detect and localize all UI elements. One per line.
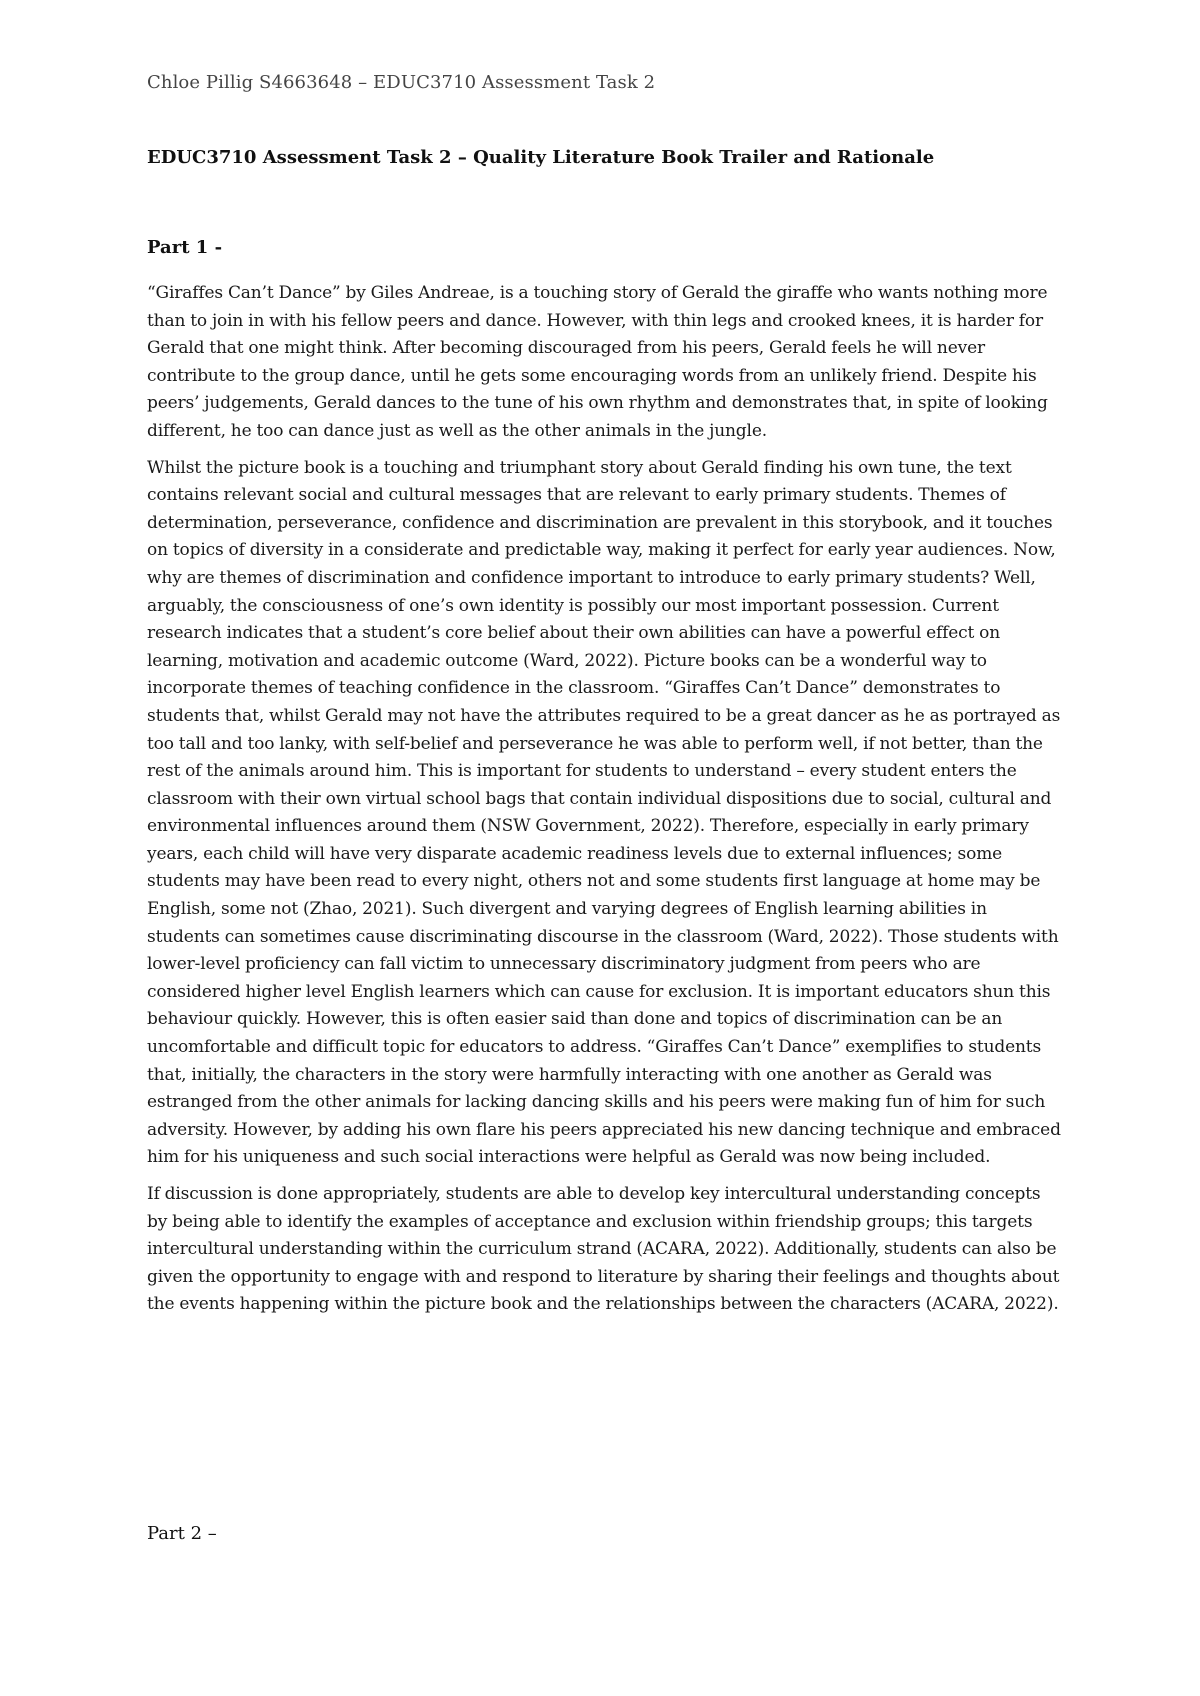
paragraph-1: “Giraffes Can’t Dance” by Giles Andreae, is a touching story of Gerald the giraffe who wants nothing more than to join in with his fellow peers and dance. However, with thin legs and crooked knees, it is harder for Gerald that one might think. After becoming discouraged from his peers, Gerald feels he will never contribute to the group dance, until he gets some encouraging words from an unlikely friend. Despite his peers’ judgements, Gerald dances to the tune of his own rhythm and demonstrates that, in spite of looking different, he too can dance just as well as the other animals in the jungle. [147,283,1048,441]
part-1-heading: Part 1 - [147,237,223,258]
part-2-heading: Part 2 – [147,1523,217,1544]
paragraph-3: If discussion is done appropriately, students are able to develop key intercultural understanding concepts by being able to identify the examples of acceptance and exclusion within friendship groups; this targets intercultural understanding within the curriculum strand (ACARA, 2022). Additionally, students can also be given the opportunity to engage with and respond to literature by sharing their feelings and thoughts about the events happening within the picture book and the relationships between the characters (ACARA, 2022). [147,1184,1060,1315]
page-header: Chloe Pillig S4663648 – EDUC3710 Assessment Task 2 [147,72,656,93]
body-text [147,280,1063,1328]
paragraph-2: Whilst the picture book is a touching and triumphant story about Gerald finding his own tune, the text contains relevant social and cultural messages that are relevant to early primary students. Themes of determination, perseverance, confidence and discrimination are prevalent in this storybook, and it touches on topics of diversity in a considerate and predictable way, making it perfect for early year audiences. Now, why are themes of discrimination and confidence important to introduce to early primary students? Well, arguably, the consciousness of one’s own identity is possibly our most important possession. Current research indicates that a student’s core belief about their own abilities can have a powerful effect on learning, motivation and academic outcome (Ward, 2022). Picture books can be a wonderful way to incorporate themes of teaching confidence in the classroom. “Giraffes Can’t Dance” demonstrates to students that, whilst Gerald may not have the attributes required to be a great dancer as he as portrayed as too tall and too lanky, with self-belief and perseverance he was able to perform well, if not better, than the rest of the animals around him. This is important for students to understand – every student enters the classroom with their own virtual school bags that contain individual dispositions due to social, cultural and environmental influences around them (NSW Government, 2022). Therefore, especially in early primary years, each child will have very disparate academic readiness levels due to external influences; some students may have been read to every night, others not and some students first language at home may be English, some not (Zhao, 2021). Such divergent and varying degrees of English learning abilities in students can sometimes cause discriminating discourse in the classroom (Ward, 2022). Those students with lower-level proficiency can fall victim to unnecessary discriminatory judgment from peers who are considered higher level English learners which can cause for exclusion. It is important educators shun this behaviour quickly. However, this is often easier said than done and topics of discrimination can be an uncomfortable and difficult topic for educators to address. “Giraffes Can’t Dance” exemplifies to students that, initially, the characters in the story were harmfully interacting with one another as Gerald was estranged from the other animals for lacking dancing skills and his peers were making fun of him for such adversity. However, by adding his own flare his peers appreciated his new dancing technique and embraced him for his uniqueness and such social interactions were helpful as Gerald was now being included. [147,457,1061,1168]
document-title: EDUC3710 Assessment Task 2 – Quality Literature Book Trailer and Rationale [147,147,935,168]
